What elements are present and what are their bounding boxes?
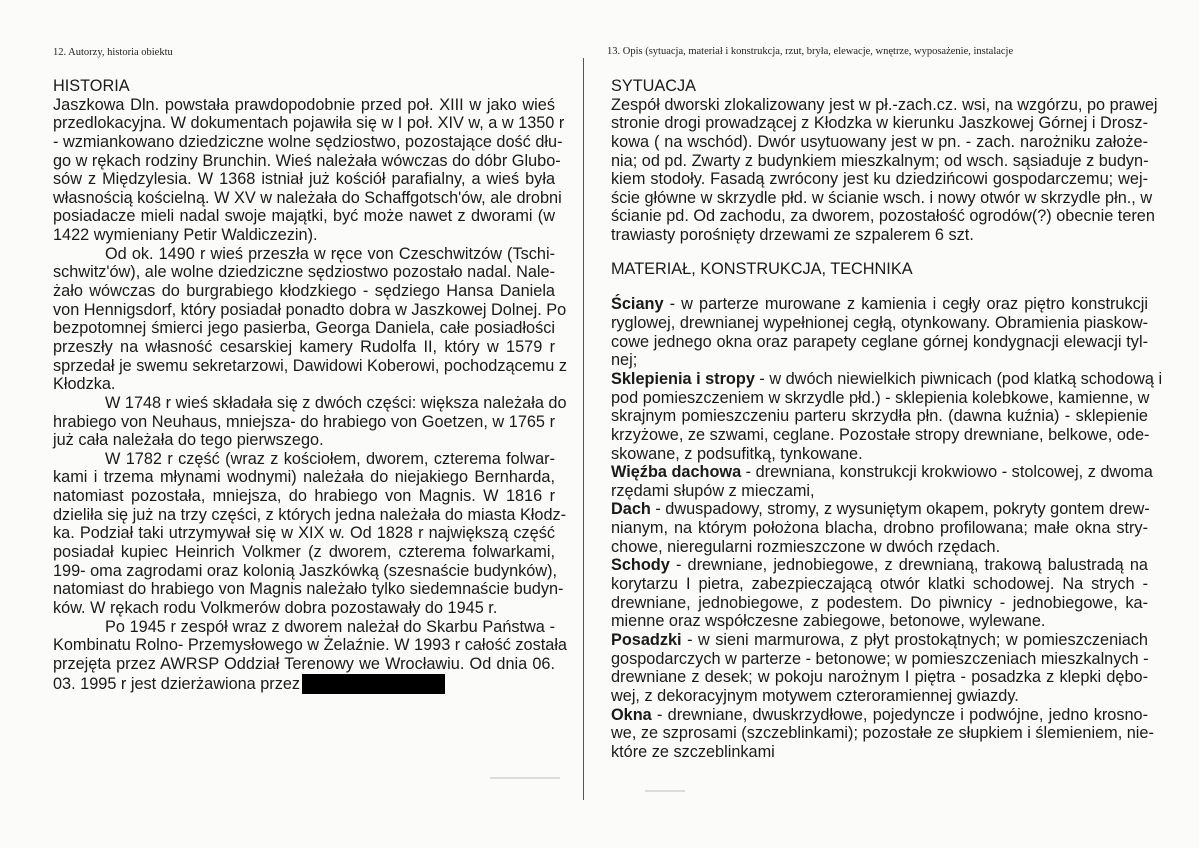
line-text: skowane, z podsufitką, tynkowane. xyxy=(611,444,863,463)
text-line xyxy=(611,650,1148,669)
line-text: Zespół dworski zlokalizowany jest w pł.-zach.cz. wsi, na wzgórzu, po prawej xyxy=(611,95,1158,114)
text-line xyxy=(53,188,562,208)
text-line xyxy=(53,450,555,469)
text-line xyxy=(611,687,1148,706)
text-line xyxy=(53,282,555,301)
term-label: Dach xyxy=(611,500,651,519)
line-text: nianym, na którym położona blacha, drobno profilowana; małe okna stry- xyxy=(611,519,1148,538)
line-text: dzieliła się już na trzy części, z których jedna należała do miasta Kłodz- xyxy=(53,505,567,524)
text-line xyxy=(53,356,567,376)
line-text: kami i trzema młynami wodnymi) należała do niejakiego Bernharda, xyxy=(53,468,555,487)
line-text: we, ze szprosami (szczeblinkami); pozostałe ze słupkiem i ślemieniem, nie- xyxy=(611,724,1154,743)
line-text: Po 1945 r zespół wraz z dworem należał do Skarbu Państwa - xyxy=(105,617,555,636)
text-line xyxy=(611,743,1148,762)
text-line xyxy=(611,389,1148,408)
text-line xyxy=(611,207,1155,226)
line-text: go w rękach rodziny Brunchin. Wieś należała wówczas do dóbr Glubo- xyxy=(53,151,561,170)
line-text: wej, z dekoracyjnym motywem czteroramiennej gwiazdy. xyxy=(611,686,1019,705)
line-text: rzędami słupów z mieczami, xyxy=(611,481,815,500)
text-line xyxy=(611,133,1148,152)
line-text: stronie drogi prowadzącej z Kłodzka w kierunku Jaszkowej Górnej i Drosz- xyxy=(611,114,1148,133)
text-line xyxy=(53,245,555,264)
line-text: - w parterze murowane z kamienia i cegły oraz piętro konstrukcji xyxy=(663,295,1148,314)
line-text: hrabiego von Neuhaus, mniejsza- do hrabiego von Goetzen, w 1765 r xyxy=(53,412,555,431)
text-line xyxy=(53,674,555,693)
line-text: sów z Międzylesia. W 1368 istniał już kościół parafialny, a wieś była xyxy=(53,170,555,189)
text-line xyxy=(53,393,567,413)
text-line xyxy=(611,463,1153,482)
line-text: nej; xyxy=(611,351,638,370)
line-text: już cała należała do tego pierwszego. xyxy=(53,431,324,450)
line-text: gospodarczych w parterze - betonowe; w pomieszczeniach mieszkalnych - xyxy=(611,649,1149,668)
text-line xyxy=(611,594,1148,613)
line-text: 1422 wymieniany Petir Waldiczezin). xyxy=(53,226,318,245)
text-line xyxy=(53,375,555,394)
text-line xyxy=(611,170,1148,189)
text-line xyxy=(611,188,1153,208)
text-line xyxy=(611,631,1148,650)
text-line xyxy=(53,431,555,450)
text-line xyxy=(53,505,567,525)
line-text: - w sieni marmurowa, z płyt prostokątnych; w pomieszczeniach xyxy=(681,630,1148,649)
line-text: 199- oma zagrodami oraz kolonią Jaszkówką (szesnaście budynków), xyxy=(53,561,558,580)
text-line xyxy=(611,538,1148,557)
text-line xyxy=(53,543,555,562)
left-column-historia xyxy=(53,77,567,693)
text-line xyxy=(611,314,1148,333)
line-text: własnością kościelną. W XV w należała do Schaffgotsch'ów, ale drobni xyxy=(53,188,562,207)
text-line xyxy=(53,226,555,245)
line-text: natomiast do hrabiego von Magnis należało tylko siedemnaście budyn- xyxy=(53,580,564,599)
line-text: drewniane z desek; w pokoju narożnym I piętra - posadzka z klepki dębo- xyxy=(611,668,1148,687)
sytuacja-text xyxy=(611,95,1158,245)
text-line xyxy=(611,612,1148,631)
line-text: korytarzu I pietra, zabezpieczającą otwór klatki schodowej. Na strych - xyxy=(611,575,1148,594)
text-line xyxy=(53,655,555,674)
line-text: kowa ( na wschód). Dwór usytuowany jest w pn. - zach. narożniku założe- xyxy=(611,132,1148,151)
text-line xyxy=(611,556,1148,575)
text-line xyxy=(611,426,1148,445)
text-line xyxy=(53,580,564,599)
text-line xyxy=(53,96,555,115)
page-divider xyxy=(583,58,584,800)
left-page-header: 12. Autorzy, historia obiektu xyxy=(53,47,173,58)
heading-material: MATERIAŁ, KONSTRUKCJA, TECHNIKA xyxy=(611,259,913,278)
line-text: mienne oraz współczesne zabiegowe, betonowe, wylewane. xyxy=(611,612,1046,631)
line-text: - wzmiankowano dziedziczne wolne sędziostwo, pozostające dość dłu- xyxy=(53,132,563,151)
line-text: Od ok. 1490 r wieś przeszła w ręce von Czeschwitzów (Tschi- xyxy=(105,244,555,263)
line-text: 03. 1995 r jest dzierżawiona przez xyxy=(53,674,301,693)
text-line xyxy=(53,468,555,487)
line-text: Kombinatu Rolno- Przemysłowego w Żelaźnie. W 1993 r całość została xyxy=(53,636,567,655)
line-text: przeszły na własność cesarskiej kamery Rudolfa II, który w 1579 r xyxy=(53,337,555,356)
line-text: W 1782 r część (wraz z kościołem, dworem, czterema folwar- xyxy=(105,449,555,468)
line-text: ka. Podział taki utrzymywał się w XIX w. Od 1828 r największą część xyxy=(53,524,555,543)
line-text: sprzedał je swemu sekretarzowi, Dawidowi Koberowi, pochodzącemu z xyxy=(53,356,567,375)
text-line xyxy=(611,369,1163,389)
text-line xyxy=(611,724,1154,743)
heading-sytuacja: SYTUACJA xyxy=(611,77,697,95)
text-line xyxy=(53,599,555,618)
line-text: Jaszkowa Dln. powstała prawdopodobnie przed poł. XIII w jako wieś xyxy=(53,95,555,114)
line-text: - drewniane, jednobiegowe, z drewnianą, trakową balustradą na xyxy=(669,556,1148,575)
line-text: - w dwóch niewielkich piwnicach (pod klatką schodową i xyxy=(754,369,1163,388)
line-text: posiadał kupiec Heinrich Volkmer (z dworem, czterema folwarkami, xyxy=(53,543,555,562)
text-line xyxy=(53,263,555,282)
line-text: ście główne w skrzydle płd. w ścianie wsch. i nowy otwór w skrzydle płn., w xyxy=(611,188,1153,207)
text-line xyxy=(611,668,1148,687)
scan-smudge xyxy=(490,777,560,779)
text-line xyxy=(53,319,555,338)
line-text: ścianie pd. Od zachodu, za dworem, pozostałość ogrodów(?) obecnie teren xyxy=(611,207,1155,226)
line-text: pod pomieszczeniem w skrzydle płd.) - sklepienia kolebkowe, kamienne, w xyxy=(611,388,1150,407)
line-text: ków. W rękach rodu Volkmerów dobra pozostawały do 1945 r. xyxy=(53,598,498,617)
line-text: natomiast pozostała, mniejsza, do hrabiego von Magnis. W 1816 r xyxy=(53,487,555,506)
line-text: żało wówczas do burgrabiego kłodzkiego - sędziego Hansa Daniela xyxy=(53,282,555,301)
term-label: Ściany xyxy=(611,295,664,314)
text-line xyxy=(611,152,1148,171)
line-text: posiadacze mieli nadal swoje majątki, być może nawet z dworami (w xyxy=(53,207,555,226)
line-text: W 1748 r wieś składała się z dwóch części: większa należała do xyxy=(105,393,567,412)
text-line xyxy=(611,114,1148,133)
heading-historia: HISTORIA xyxy=(53,77,130,95)
line-text: - drewniana, konstrukcji krokwiowo - stolcowej, z dwoma xyxy=(741,463,1153,482)
text-line xyxy=(611,333,1148,352)
right-page-header: 13. Opis (sytuacja, materiał i konstrukcja, rzut, bryła, elewacje, wnętrze, wyposażenie, instalacje xyxy=(607,46,1014,57)
text-line xyxy=(611,445,1148,464)
line-text: drewniane, jednobiegowe, z podestem. Do piwnicy - jednobiegowe, ka- xyxy=(611,593,1148,612)
line-text: ryglowej, drewnianej wypełnionej cegłą, otynkowany. Obramienia piaskow- xyxy=(611,314,1148,333)
term-label: Posadzki xyxy=(611,630,682,649)
right-column-opis xyxy=(611,77,1163,761)
line-text: von Hennigsdorf, który posiadał ponadto dobra w Jaszkowej Dolnej. Po xyxy=(53,300,567,319)
text-line xyxy=(611,351,1148,370)
line-text: przedlokacyjna. W dokumentach pojawiła się w I poł. XIV w, a w 1350 r xyxy=(53,114,565,133)
text-line xyxy=(53,524,555,543)
material-text xyxy=(611,295,1163,761)
text-line xyxy=(53,170,555,189)
term-label: Sklepienia i stropy xyxy=(611,369,755,388)
line-text: trawiasty porośnięty drzewami ze szpalerem 6 szt. xyxy=(611,226,974,245)
line-text: cowe jednego okna oraz parapety ceglane górnej kondygnacji elewacji tyl- xyxy=(611,332,1148,351)
line-text: krzyżowe, ze szwami, ceglane. Pozostałe stropy drewniane, belkowe, ode- xyxy=(611,425,1150,444)
line-text: bezpotomnej śmierci jego pasierba, Georga Daniela, całe posiadłości xyxy=(53,319,555,338)
text-line xyxy=(53,561,558,581)
text-line xyxy=(53,300,567,320)
term-label: Więźba dachowa xyxy=(611,463,742,482)
text-line xyxy=(53,132,563,152)
text-line xyxy=(611,519,1148,538)
line-text: Kłodzka. xyxy=(53,375,116,394)
text-line xyxy=(53,114,565,133)
text-line xyxy=(611,407,1148,426)
historia-text xyxy=(53,95,567,693)
scan-smudge xyxy=(645,790,685,792)
text-line xyxy=(53,618,555,637)
text-line xyxy=(53,636,567,655)
text-line xyxy=(53,338,555,357)
line-text: chowe, nieregularni rozmieszczone w dwóch rzędach. xyxy=(611,537,1001,556)
text-line xyxy=(611,295,1148,314)
line-text: schwitz'ów), ale wolne dziedziczne sędziostwo pozostało nadal. Nale- xyxy=(53,263,555,282)
term-label: Schody xyxy=(611,556,670,575)
text-line xyxy=(611,575,1148,594)
line-text: nia; od pd. Zwarty z budynkiem mieszkalnym; od wsch. sąsiaduje z budyn- xyxy=(611,151,1149,170)
text-line xyxy=(53,151,561,171)
line-text: przejęta przez AWRSP Oddział Terenowy we Wrocławiu. Od dnia 06. xyxy=(53,654,555,673)
text-line xyxy=(611,95,1158,115)
term-label: Okna xyxy=(611,705,652,724)
text-line xyxy=(611,482,1148,501)
text-line xyxy=(611,706,1148,725)
line-text: - dwuspadowy, stromy, z wysuniętym okapem, pokryty gontem drew- xyxy=(650,500,1150,519)
text-line xyxy=(611,226,1148,245)
line-text: skrajnym pomieszczeniu parteru skrzydła płn. (dawna kuźnia) - sklepienie xyxy=(611,407,1148,426)
text-line xyxy=(53,413,555,432)
line-text: kiem stodoły. Fasadą zwrócony jest ku dziedzińcowi gospodarczemu; wej- xyxy=(611,170,1148,189)
text-line xyxy=(611,500,1148,519)
line-text: które ze szczeblinkami xyxy=(611,742,775,761)
text-line xyxy=(53,487,555,506)
line-text: - drewniane, dwuskrzydłowe, pojedyncze i podwójne, jedno krosno- xyxy=(651,705,1148,724)
text-line xyxy=(53,207,555,226)
redaction-block xyxy=(302,674,445,694)
